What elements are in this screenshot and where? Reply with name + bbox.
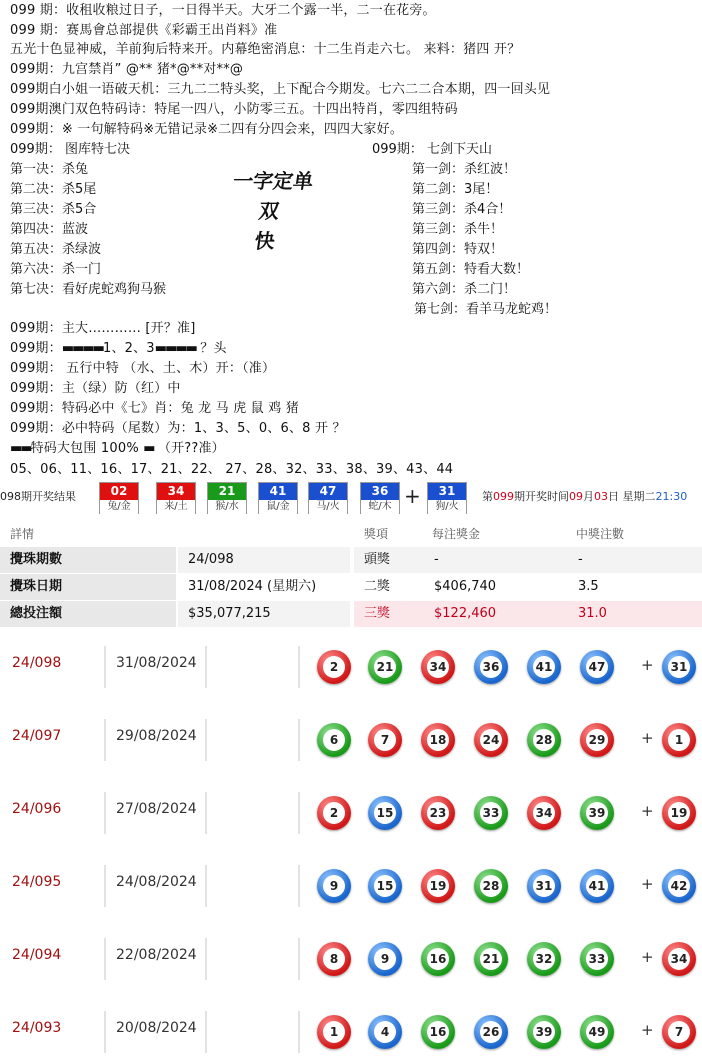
- history-row: [0, 993, 702, 1056]
- lottery-ball: [474, 650, 508, 684]
- lottery-ball: [527, 723, 561, 757]
- header-winners: 中獎注數: [576, 527, 625, 541]
- lottery-ball: [662, 942, 696, 976]
- lottery-ball: [474, 1015, 508, 1049]
- text-line: 099 期：收租收粮过日子，一日得半天。大牙二个露一半，二一在花旁。: [10, 3, 436, 18]
- text-line: 099期：九宫禁肖” @** 猪*@**对**@: [10, 62, 244, 77]
- ball-number: 33: [586, 948, 608, 970]
- ball-number: 32: [533, 948, 555, 970]
- row-count: 3.5: [578, 579, 599, 594]
- column-divider: [205, 865, 207, 907]
- row-amount: -: [424, 547, 568, 573]
- lottery-ball: [474, 796, 508, 830]
- ball-number: 31: [533, 875, 555, 897]
- ball-number: 34: [668, 948, 690, 970]
- history-row: [0, 847, 702, 920]
- draw-date: 24/08/2024: [116, 874, 197, 890]
- plus-icon: +: [641, 802, 654, 820]
- ball-number: 41: [586, 875, 608, 897]
- column-divider: [205, 938, 207, 980]
- next-time: 21:30: [655, 490, 688, 503]
- lottery-ball: [421, 1015, 455, 1049]
- column-divider: [104, 1011, 106, 1053]
- line-text: 1、2、3: [102, 341, 155, 356]
- row-key: 攪珠日期: [0, 574, 176, 600]
- lottery-ball: [368, 1015, 402, 1049]
- row-value: 31/08/2024 (星期六): [188, 579, 317, 594]
- row-value: $35,077,215: [178, 601, 350, 627]
- lottery-ball: [317, 650, 351, 684]
- draw-result-bar: [0, 482, 702, 516]
- line-prefix: 099期：: [10, 341, 62, 356]
- text-line: 099期：主大………… [开？准]: [10, 321, 196, 336]
- draw-ball: [258, 482, 298, 514]
- plus-icon: +: [641, 729, 654, 747]
- ball-number: 02: [100, 483, 138, 500]
- column-divider: [205, 792, 207, 834]
- section-title: 099期： 七剑下天山: [372, 142, 492, 157]
- ball-number: 21: [374, 656, 396, 678]
- lottery-ball: [580, 796, 614, 830]
- ball-number: 1: [323, 1021, 345, 1043]
- column-divider: [104, 938, 106, 980]
- line-suffix: ？头: [195, 341, 227, 356]
- lottery-ball: [527, 942, 561, 976]
- header-amount: 每注獎金: [432, 527, 481, 541]
- draw-ball: [156, 482, 196, 514]
- ball-zodiac: 鼠/金: [259, 500, 297, 514]
- summary-row: [0, 574, 702, 600]
- row-count: -: [568, 547, 702, 573]
- draw-history-list: [0, 628, 702, 1056]
- draw-summary-table: [0, 523, 702, 628]
- ball-number: 15: [374, 875, 396, 897]
- draw-issue: 24/097: [12, 728, 62, 744]
- lottery-ball: [474, 723, 508, 757]
- row-amount: $406,740: [434, 579, 497, 594]
- draw-issue: 24/098: [12, 655, 62, 671]
- ball-number: 9: [323, 875, 345, 897]
- ball-number: 16: [427, 948, 449, 970]
- ball-number: 41: [533, 656, 555, 678]
- draw-date: 20/08/2024: [116, 1020, 197, 1036]
- ball-number: 7: [374, 729, 396, 751]
- row-count: 31.0: [568, 601, 702, 627]
- lottery-ball: [421, 723, 455, 757]
- ball-number: 49: [586, 1021, 608, 1043]
- ball-number: 2: [323, 656, 345, 678]
- ball-number: 23: [427, 802, 449, 824]
- list-item: 第七剑：看羊马龙蛇鸡！: [414, 302, 558, 317]
- lottery-ball: [421, 650, 455, 684]
- handwritten-note: [220, 166, 319, 256]
- lottery-ball: [317, 1015, 351, 1049]
- info-text: 月: [583, 490, 594, 503]
- summary-row: [0, 601, 702, 627]
- lottery-ball: [662, 796, 696, 830]
- column-divider: [298, 865, 300, 907]
- draw-date: 27/08/2024: [116, 801, 197, 817]
- ball-number: 26: [480, 1021, 502, 1043]
- lottery-ball: [421, 942, 455, 976]
- lottery-ball: [580, 1015, 614, 1049]
- lottery-ball: [368, 942, 402, 976]
- row-prize: 頭獎: [354, 547, 424, 573]
- ball-zodiac: 蛇/木: [361, 500, 399, 514]
- bar-glyph: ▬▬▬▬: [154, 341, 196, 356]
- text-line: 099期：主（绿）防（红）中: [10, 381, 181, 396]
- lottery-ball: [662, 723, 696, 757]
- column-divider: [205, 646, 207, 688]
- draw-issue: 24/095: [12, 874, 62, 890]
- list-item: 第二剑：3尾！: [412, 182, 499, 197]
- list-item: 第五剑：特看大数！: [412, 262, 530, 277]
- column-divider: [298, 792, 300, 834]
- ball-zodiac: 来/土: [157, 500, 195, 514]
- section-title: 099期： 图库特七决: [10, 142, 130, 157]
- plus-icon: +: [641, 1021, 654, 1039]
- ball-number: 28: [480, 875, 502, 897]
- list-item: 第六决：杀一门: [10, 262, 102, 277]
- next-month: 09: [569, 490, 583, 503]
- plus-icon: +: [404, 484, 421, 508]
- draw-issue: 24/096: [12, 801, 62, 817]
- lottery-ball: [580, 942, 614, 976]
- draw-date: 29/08/2024: [116, 728, 197, 744]
- ball-number: 34: [427, 656, 449, 678]
- lottery-ball: [421, 796, 455, 830]
- text-line: 099期：特码必中《七》肖：兔 龙 马 虎 鼠 鸡 猪: [10, 401, 300, 416]
- lottery-ball: [317, 796, 351, 830]
- draw-ball: [308, 482, 348, 514]
- ball-number: 6: [323, 729, 345, 751]
- lottery-ball: [662, 869, 696, 903]
- ball-number: 4: [374, 1021, 396, 1043]
- list-item: 第七决：看好虎蛇鸡狗马猴: [10, 282, 167, 297]
- draw-ball: [360, 482, 400, 514]
- plus-icon: +: [641, 656, 654, 674]
- text-line: [10, 340, 227, 358]
- row-prize: 三獎: [354, 601, 424, 627]
- ball-number: 7: [668, 1021, 690, 1043]
- column-divider: [104, 792, 106, 834]
- handwritten-line: 一字定单双: [231, 169, 315, 223]
- list-item: 第一决：杀兔: [10, 162, 89, 177]
- header-prize: 獎項: [364, 527, 389, 541]
- row-amount: $122,460: [424, 601, 568, 627]
- ball-number: 21: [208, 483, 246, 500]
- next-issue: 099: [493, 490, 514, 503]
- ball-number: 41: [259, 483, 297, 500]
- ball-number: 21: [480, 948, 502, 970]
- summary-row: [0, 547, 702, 573]
- ball-zodiac: 兔/金: [100, 500, 138, 514]
- column-divider: [298, 1011, 300, 1053]
- column-divider: [104, 865, 106, 907]
- draw-label: 098期开奖结果: [0, 490, 76, 503]
- text-line: 099期白小姐一语破天机：三九二二特头奖，上下配合今期发。七六二二合本期，四一回头见: [10, 82, 551, 97]
- ball-number: 15: [374, 802, 396, 824]
- list-item: 第一剑：杀红波！: [412, 162, 517, 177]
- lottery-ball: [580, 869, 614, 903]
- info-text: 第: [482, 490, 493, 503]
- ball-number: 16: [427, 1021, 449, 1043]
- column-divider: [298, 719, 300, 761]
- ball-zodiac: 马/火: [309, 500, 347, 514]
- list-item: 第五决：杀绿波: [10, 242, 102, 257]
- text-line: 099期：※ 一句解特码※无错记录※二四有分四会来，四四大家好。: [10, 122, 404, 137]
- lottery-ball: [317, 723, 351, 757]
- row-key: 攪珠期數: [0, 547, 176, 573]
- plus-icon: +: [641, 948, 654, 966]
- lottery-ball: [368, 796, 402, 830]
- lottery-ball: [474, 942, 508, 976]
- draw-date: 22/08/2024: [116, 947, 197, 963]
- ball-number: 47: [309, 483, 347, 500]
- history-row: [0, 774, 702, 847]
- ball-number: 2: [323, 802, 345, 824]
- draw-ball: [427, 482, 467, 514]
- lottery-ball: [662, 1015, 696, 1049]
- column-divider: [298, 646, 300, 688]
- text-line: 099期澳门双色特码诗：特尾一四八，小防零三五。十四出特肖，零四组特码: [10, 102, 458, 117]
- history-row: [0, 628, 702, 701]
- history-row: [0, 701, 702, 774]
- column-divider: [104, 646, 106, 688]
- ball-zodiac: 狗/火: [428, 500, 466, 514]
- draw-ball: [207, 482, 247, 514]
- ball-number: 39: [533, 1021, 555, 1043]
- list-item: 第六剑：杀二门！: [412, 282, 517, 297]
- row-prize: 二獎: [364, 579, 391, 594]
- text-line: 五光十色显神威，羊前狗后特来开。内幕绝密消息：十二生肖走六七。 来料：猪四 开？: [10, 42, 521, 57]
- lottery-ball: [317, 942, 351, 976]
- list-item: 第四决：蓝波: [10, 222, 89, 237]
- header-details: 詳情: [10, 527, 35, 541]
- column-divider: [205, 1011, 207, 1053]
- lottery-ball: [317, 869, 351, 903]
- draw-ball: [99, 482, 139, 514]
- line-suffix: （开??准）: [153, 441, 225, 456]
- lottery-ball: [527, 869, 561, 903]
- list-item: 第三决：杀5合: [10, 202, 97, 217]
- list-item: 第四剑：特双！: [412, 242, 504, 257]
- history-row: [0, 920, 702, 993]
- handwritten-line: 快: [253, 229, 277, 253]
- text-line: 099 期：赛馬會总部提供《彩霸王出肖料》准: [10, 23, 278, 38]
- lottery-ball: [368, 869, 402, 903]
- ball-zodiac: 猴/水: [208, 500, 246, 514]
- ball-number: 36: [361, 483, 399, 500]
- info-text: 期开奖时间: [514, 490, 569, 503]
- ball-number: 42: [668, 875, 690, 897]
- line-text: 特码大包围 100%: [30, 441, 139, 456]
- column-divider: [104, 719, 106, 761]
- draw-date: 31/08/2024: [116, 655, 197, 671]
- draw-issue: 24/094: [12, 947, 62, 963]
- ball-number: 34: [533, 802, 555, 824]
- ball-number: 36: [480, 656, 502, 678]
- ball-number: 28: [533, 729, 555, 751]
- number-list: 05、06、11、16、17、21、22、 27、28、32、33、38、39、43、44: [10, 462, 454, 477]
- ball-number: 9: [374, 948, 396, 970]
- text-line: 099期：必中特码（尾数）为：1、3、5、0、6、8 开 ？: [10, 421, 346, 436]
- lottery-ball: [527, 796, 561, 830]
- ball-number: 39: [586, 802, 608, 824]
- list-item: 第三剑：杀牛！: [412, 222, 504, 237]
- row-key: 總投注額: [0, 601, 176, 627]
- next-draw-info: [482, 488, 687, 504]
- ball-number: 18: [427, 729, 449, 751]
- draw-issue: 24/093: [12, 1020, 62, 1036]
- ball-number: 31: [668, 656, 690, 678]
- lottery-ball: [580, 723, 614, 757]
- seven-swords-list: [372, 140, 702, 320]
- lottery-ball: [368, 723, 402, 757]
- ball-number: 31: [428, 483, 466, 500]
- ball-number: 33: [480, 802, 502, 824]
- ball-number: 19: [668, 802, 690, 824]
- bar-glyph: ▬▬▬▬: [61, 341, 103, 356]
- prediction-text-panel: [0, 0, 702, 520]
- lottery-ball: [368, 650, 402, 684]
- text-line: 099期： 五行中特 （水、土、木）开：（准）: [10, 361, 276, 376]
- ball-number: 19: [427, 875, 449, 897]
- lottery-ball: [527, 1015, 561, 1049]
- column-divider: [298, 938, 300, 980]
- text-line: [10, 440, 225, 458]
- row-value: 24/098: [178, 547, 350, 573]
- ball-number: 34: [157, 483, 195, 500]
- lottery-ball: [527, 650, 561, 684]
- lottery-ball: [421, 869, 455, 903]
- column-divider: [205, 719, 207, 761]
- list-item: 第三剑：杀4合！: [412, 202, 512, 217]
- ball-number: 24: [480, 729, 502, 751]
- next-day: 03: [594, 490, 608, 503]
- ball-number: 1: [668, 729, 690, 751]
- lottery-ball: [580, 650, 614, 684]
- lottery-ball: [662, 650, 696, 684]
- bar-glyph: ▬▬: [10, 441, 31, 456]
- ball-number: 29: [586, 729, 608, 751]
- list-item: 第二决：杀5尾: [10, 182, 97, 197]
- ball-number: 8: [323, 948, 345, 970]
- plus-icon: +: [641, 875, 654, 893]
- ball-number: 47: [586, 656, 608, 678]
- bar-glyph: ▬: [143, 441, 154, 456]
- info-text: 日 星期二: [608, 490, 656, 503]
- lottery-ball: [474, 869, 508, 903]
